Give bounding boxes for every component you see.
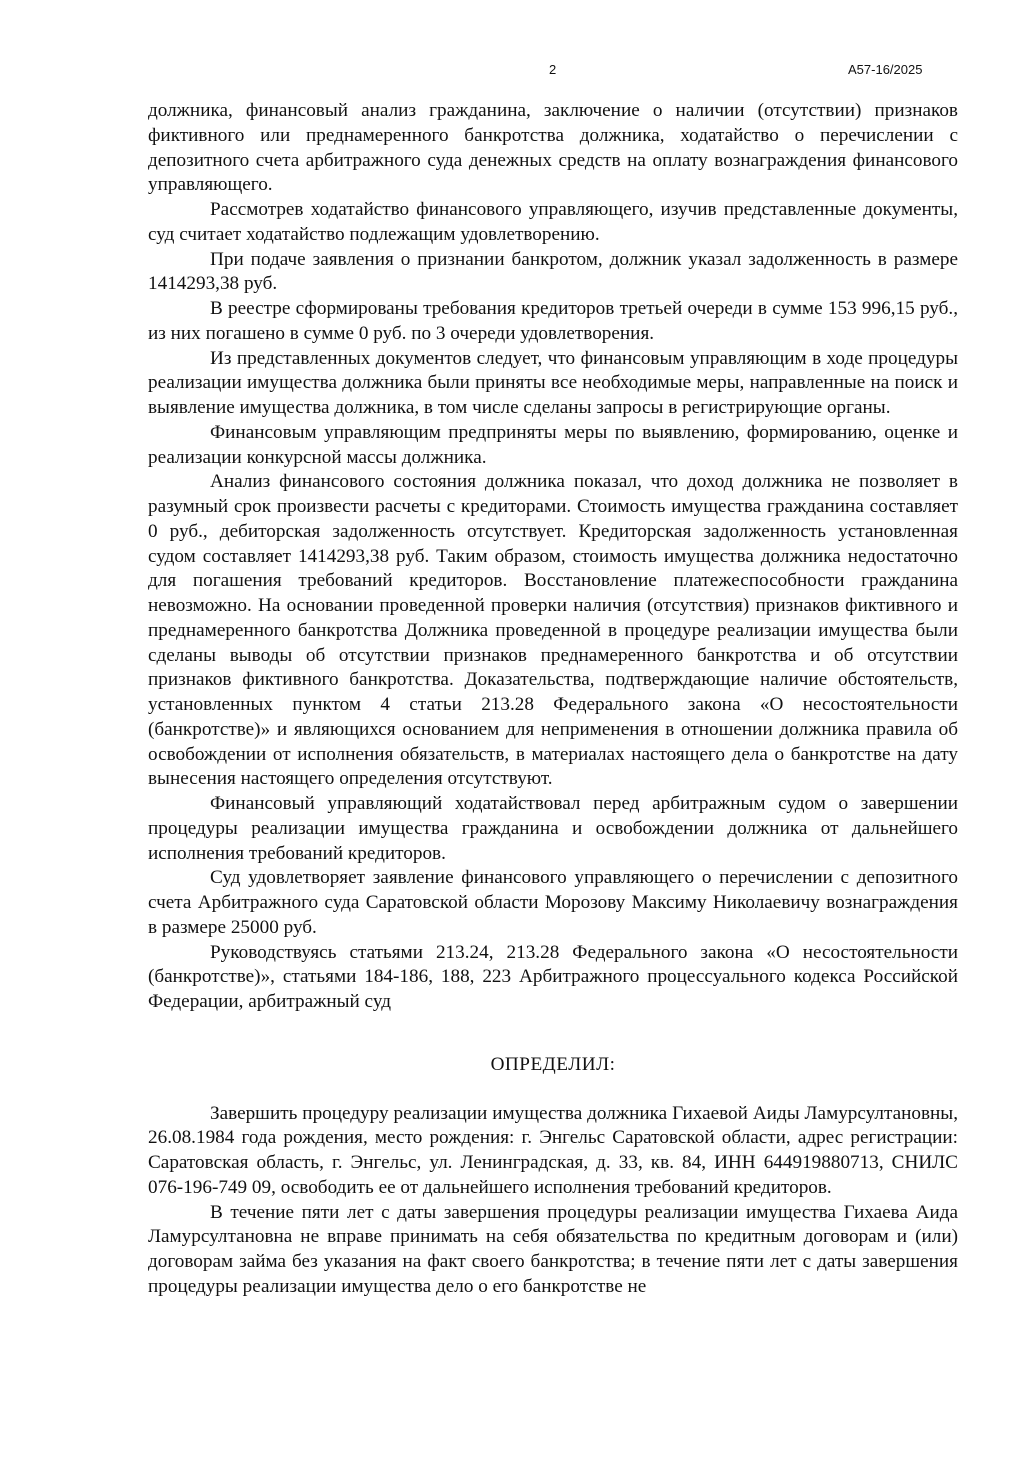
- paragraph-financial-analysis: Анализ финансового состояния должника показал, что доход должника не позволяет в разумный срок произвести расчеты с кредиторами. Стоимость имущества гражданина составляет 0 руб., дебиторская задолженность отсутствует. Кредиторская задолженность установленная судом составляет 1414293,38 руб. Таким образом, стоимость имущества должника недостаточно для погашения требований кредиторов. Восстановление платежеспособности гражданина невозможно. На основании проведенной проверки наличия (отсутствия) признаков фиктивного и преднамеренного банкротства Должника проведенной в процедуре реализации имущества были сделаны выводы об отсутствии признаков преднамеренного банкротства и об отсутствии признаков фиктивного банкротства. Доказательства, подтверждающие наличие обстоятельств, установленных пунктом 4 статьи 213.28 Федерального закона «О несостоятельности (банкротстве)» и являющихся основанием для неприменения в отношении должника правила об освобождении от исполнения обязательств, в материалах настоящего дела о банкротстве на дату вынесения настоящего определения отсутствуют.: [148, 471, 958, 790]
- paragraph-legal-basis: Руководствуясь статьями 213.24, 213.28 Федерального закона «О несостоятельности (банкротстве)», статьями 184-186, 188, 223 Арбитражного процессуального кодекса Российской Федерации, арбитражный суд: [148, 941, 958, 1012]
- ruling-paragraph-restrictions: В течение пяти лет с даты завершения процедуры реализации имущества Гихаева Аида Ламурсултановна не вправе принимать на себя обязательства по кредитным договорам и (или) договорам займа без указания на факт своего банкротства; в течение пяти лет с даты завершения процедуры реализации имущества дело о его банкротстве не: [148, 1201, 958, 1297]
- paragraph-creditor-registry: В реестре сформированы требования кредиторов третьей очереди в сумме 153 996,15 руб., из них погашено в сумме 0 руб. по 3 очереди удовлетворения.: [148, 298, 958, 344]
- paragraph-remuneration: Суд удовлетворяет заявление финансового управляющего о перечислении с депозитного счета Арбитражного суда Саратовской области Морозову Максиму Николаевичу вознаграждения в размере 25000 руб.: [148, 867, 958, 938]
- case-number: А57-16/2025: [848, 62, 923, 77]
- paragraph-petition-review: Рассмотрев ходатайство финансового управляющего, изучив представленные документы, суд считает ходатайство подлежащим удовлетворению.: [148, 199, 958, 245]
- paragraph-measures-taken: Из представленных документов следует, что финансовым управляющим в ходе процедуры реализации имущества должника были приняты все необходимые меры, направленные на поиск и выявление имущества должника, в том числе сделаны запросы в регистрирующие органы.: [148, 347, 958, 418]
- paragraph-manager-motion: Финансовый управляющий ходатайствовал перед арбитражным судом о завершении процедуры реализации имущества гражданина и освобождении должника от дальнейшего исполнения требований кредиторов.: [148, 793, 958, 864]
- ruling-heading: ОПРЕДЕЛИЛ:: [490, 1053, 616, 1075]
- page-number: 2: [549, 62, 557, 77]
- paragraph-estate-formation: Финансовым управляющим предприняты меры по выявлению, формированию, оценке и реализации конкурсной массы должника.: [148, 421, 958, 468]
- paragraph-declared-debt: При подаче заявления о признании банкротом, должник указал задолженность в размере 1414293,38 руб.: [148, 248, 958, 295]
- paragraph-continuation: должника, финансовый анализ гражданина, заключение о наличии (отсутствии) признаков фиктивного или преднамеренного банкротства должника, ходатайство о перечислении с депозитного счета арбитражного суда денежных средств на оплату вознаграждения финансового управляющего.: [148, 100, 958, 196]
- page-header: [0, 62, 1033, 82]
- document-body: [148, 99, 958, 1300]
- ruling-paragraph-complete-procedure: Завершить процедуру реализации имущества должника Гихаевой Аиды Ламурсултановны, 26.08.1984 года рождения, место рождения: г. Энгельс Саратовской области, адрес регистрации: Саратовская область, г. Энгельс, ул. Ленинградская, д. 33, кв. 84, ИНН 644919880713, СНИЛС 076-196-749 09, освободить ее от дальнейшего исполнения требований кредиторов.: [148, 1102, 958, 1198]
